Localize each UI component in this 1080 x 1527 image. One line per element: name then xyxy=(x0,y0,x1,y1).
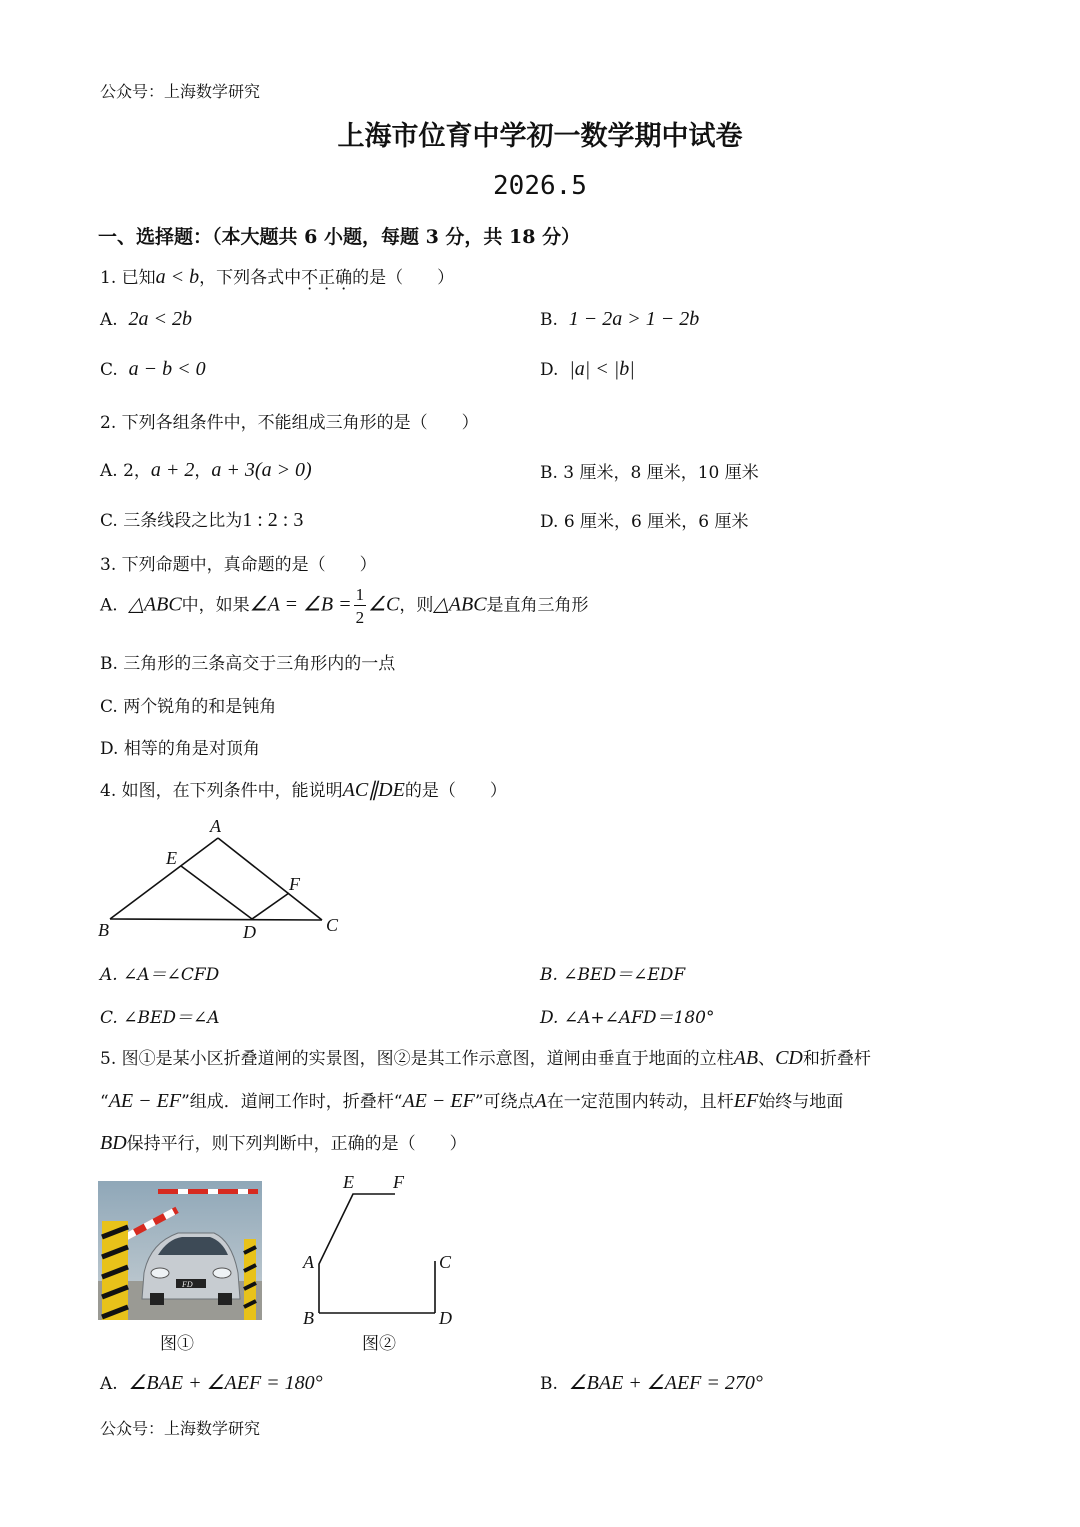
question-5-line-3: BD保持平行，则下列判断中，正确的是（ ） xyxy=(100,1132,467,1154)
q1-option-a: A. 2a < 2b xyxy=(100,308,192,330)
q1-option-d: D. |a| < |b| xyxy=(540,358,635,380)
q1-option-b: B. 1 − 2a > 1 − 2b xyxy=(540,308,700,330)
question-5-line-2: “AE − EF”组成．道闸工作时，折叠杆“AE − EF”可绕点A在一定范围内转动，且杆EF始终与地面 xyxy=(100,1090,844,1112)
q5-option-a: A. ∠BAE + ∠AEF = 180° xyxy=(100,1372,323,1394)
question-2: 2. 下列各组条件中，不能组成三角形的是（ ） xyxy=(100,413,479,433)
question-1: 1. 已知a < b，下列各式中不正确的是（ ） xyxy=(100,266,455,288)
section-heading: 一、选择题：（本大题共 6 小题，每题 3 分，共 18 分） xyxy=(98,226,581,248)
header-source: 公众号：上海数学研究 xyxy=(100,82,261,101)
q3-option-d: D. 相等的角是对顶角 xyxy=(100,739,260,759)
fraction-one-half: $\frac{1}{2}$ xyxy=(355,585,365,627)
point-e-label: E xyxy=(343,1172,354,1192)
question-3: 3. 下列命题中，真命题的是（ ） xyxy=(100,555,377,575)
q1-option-c: C. a − b < 0 xyxy=(100,358,206,380)
point-b-label: B xyxy=(303,1308,314,1328)
point-a-label: A xyxy=(303,1252,314,1272)
q4-option-a: A. ∠A＝∠CFD xyxy=(100,965,220,985)
point-c-label: C xyxy=(326,915,339,935)
q4-option-d: D. ∠A+∠AFD＝180° xyxy=(540,1008,715,1028)
point-d-label: D xyxy=(243,922,256,942)
point-c-label: C xyxy=(439,1252,452,1272)
q2-option-b: B. 3 厘米，8 厘米，10 厘米 xyxy=(540,463,759,483)
point-e-label: E xyxy=(166,848,177,868)
exam-date: 2026.5 xyxy=(493,171,587,201)
point-a-label: A xyxy=(210,816,221,836)
q2-option-d: D. 6 厘米，6 厘米，6 厘米 xyxy=(540,512,749,532)
q3-option-b: B. 三角形的三条高交于三角形内的一点 xyxy=(100,654,396,674)
fig1-caption: 图① xyxy=(160,1334,194,1354)
page-title: 上海市位育中学初一数学期中试卷 xyxy=(337,121,743,152)
q5-gate-schematic xyxy=(295,1168,465,1333)
q3-option-c: C. 两个锐角的和是钝角 xyxy=(100,697,277,717)
point-d-label: D xyxy=(439,1308,452,1328)
point-f-label: F xyxy=(289,874,300,894)
q4-option-b: B. ∠BED＝∠EDF xyxy=(540,965,686,985)
q2-option-c: C. 三条线段之比为1 : 2 : 3 xyxy=(100,509,304,531)
q2-option-a: A. 2，a + 2，a + 3(a > 0) xyxy=(100,459,312,481)
question-4: 4. 如图，在下列条件中，能说明AC∥DE的是（ ） xyxy=(100,779,507,801)
car-badge: FD xyxy=(182,1280,193,1289)
point-b-label: B xyxy=(98,920,109,940)
q3-option-a: A. △ABC中，如果∠A = ∠B = $\frac{1}{2}$ ∠C，则△ABC是直角三角形 xyxy=(100,585,589,627)
question-5-line-1: 5. 图①是某小区折叠道闸的实景图，图②是其工作示意图，道闸由垂直于地面的立柱AB、CD和折叠杆 xyxy=(100,1047,871,1069)
fig2-caption: 图② xyxy=(362,1334,396,1354)
q4-option-c: C. ∠BED＝∠A xyxy=(100,1008,220,1028)
q4-triangle-figure xyxy=(90,812,350,947)
point-f-label: F xyxy=(393,1172,404,1192)
q5-option-b: B. ∠BAE + ∠AEF = 270° xyxy=(540,1372,763,1394)
gate-photo-drawing xyxy=(98,1181,262,1320)
footer-source: 公众号：上海数学研究 xyxy=(100,1419,261,1438)
q5-gate-photo xyxy=(98,1181,262,1320)
